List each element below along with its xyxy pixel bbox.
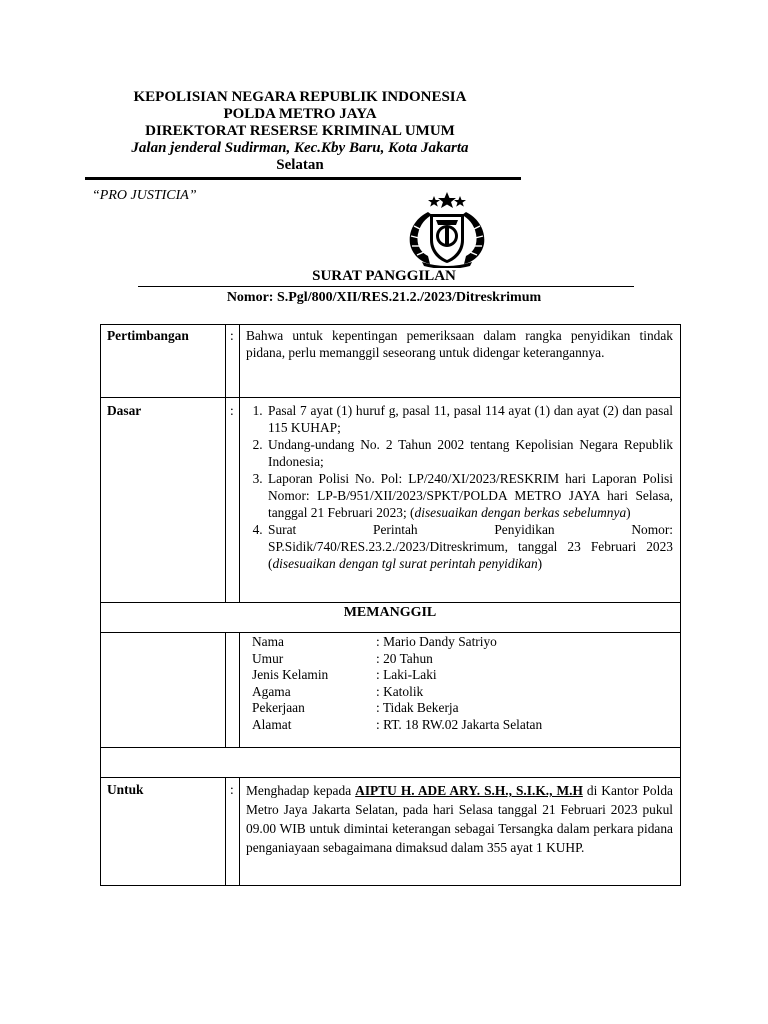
pertimbangan-text: Bahwa untuk kepentingan pemeriksaan dalam rangka penyidikan tindak pidana, perlu memanggil seseorang untuk didengar keterangannya. (240, 325, 681, 398)
untuk-text-before: Menghadap kepada (246, 783, 356, 798)
dasar-row (101, 398, 681, 603)
nama-label: Nama (252, 634, 284, 649)
memanggil-row (101, 603, 681, 633)
pekerjaan-label: Pekerjaan (252, 700, 305, 715)
dasar-list (246, 402, 673, 572)
alamat-value: : RT. 18 RW.02 Jakarta Selatan (376, 716, 543, 732)
spacer-row (101, 748, 681, 778)
dasar-item-3 (266, 470, 673, 521)
agama-label: Agama (252, 683, 291, 699)
jenis-kelamin-value: : Laki-Laki (376, 667, 437, 682)
spacer-cell (101, 748, 681, 778)
nama-value: : Mario Dandy Satriyo (376, 634, 497, 649)
memanggil-heading: MEMANGGIL (101, 603, 681, 633)
agency-name: KEPOLISIAN NEGARA REPUBLIK INDONESIA (133, 89, 467, 105)
untuk-row (101, 778, 681, 886)
jenis-kelamin-label: Jenis Kelamin (252, 667, 329, 682)
dasar-label: Dasar (101, 398, 226, 603)
police-emblem-icon (398, 190, 496, 268)
agama-value: : Katolik (376, 683, 424, 699)
regional-office: POLDA METRO JAYA (223, 106, 377, 122)
dasar-item-3-note: disesuaikan dengan berkas sebelumnya (414, 505, 627, 520)
dasar-item-4-note: disesuaikan dengan tgl surat perintah penyidikan (272, 556, 538, 571)
dasar-item-3-end: ) (626, 505, 631, 520)
title-underline (138, 286, 634, 287)
colon: : (226, 398, 240, 603)
person-colon-cell (226, 633, 240, 748)
dasar-item-4-end: ) (537, 556, 543, 571)
address-line-1: Jalan jenderal Sudirman, Kec.Kby Baru, Kota Jakarta (131, 140, 469, 156)
person-row (101, 633, 681, 748)
pertimbangan-label: Pertimbangan (101, 325, 226, 398)
umur-label: Umur (252, 650, 284, 666)
dasar-item-1: 1. Pasal 7 ayat (1) huruf g, pasal 11, pasal 114 ayat (1) dan ayat (2) dan pasal 115 KUHAP; (266, 402, 673, 436)
dasar-item-4-text: Surat Perintah Penyidikan Nomor: SP.Sidik/740/RES.23.2./2023/Ditreskrimum, tanggal 23 Februari 2023 ( (268, 522, 673, 571)
untuk-text (240, 778, 681, 886)
colon: : (226, 325, 240, 398)
pertimbangan-row (101, 325, 681, 398)
person-empty-cell (101, 633, 226, 748)
dasar-item-3-text: Laporan Polisi No. Pol: LP/240/XI/2023/RESKRIM hari Laporan Polisi Nomor: LP-B/951/XII/2023/SPKT/POLDA METRO JAYA hari Selasa, tanggal 21 Februari 2023; ( (268, 471, 673, 520)
person-details (252, 634, 542, 733)
document-title: SURAT PANGGILAN (312, 268, 456, 284)
dasar-item-4 (266, 521, 673, 572)
dasar-item-2: 2. Undang-undang No. 2 Tahun 2002 tentang Kepolisian Negara Republik Indonesia; (266, 436, 673, 470)
header-divider (85, 177, 521, 180)
pro-justicia-label: “PRO JUSTICIA” (92, 188, 197, 203)
untuk-label: Untuk (101, 778, 226, 886)
officer-name: AIPTU H. ADE ARY. S.H., S.I.K., M.H (355, 783, 583, 798)
pekerjaan-value: : Tidak Bekerja (376, 700, 459, 715)
umur-value: : 20 Tahun (376, 650, 433, 666)
untuk-text-after: di Kantor Polda Metro Jaya Jakarta Selatan, pada hari Selasa tanggal 21 Februari 2023 pukul 09.00 WIB untuk dimintai keterangan sebagai Tersangka dalam perkara pidana penganiayaan sebagaimana dimaksud dalam 355 ayat 1 KUHP. (246, 783, 673, 855)
directorate: DIREKTORAT RESERSE KRIMINAL UMUM (145, 123, 455, 139)
alamat-label: Alamat (252, 716, 292, 732)
document-number: Nomor: S.Pgl/800/XII/RES.21.2./2023/Ditreskrimum (226, 290, 542, 305)
summons-table (100, 324, 681, 886)
address-line-2: Selatan (276, 157, 324, 173)
colon: : (226, 778, 240, 886)
